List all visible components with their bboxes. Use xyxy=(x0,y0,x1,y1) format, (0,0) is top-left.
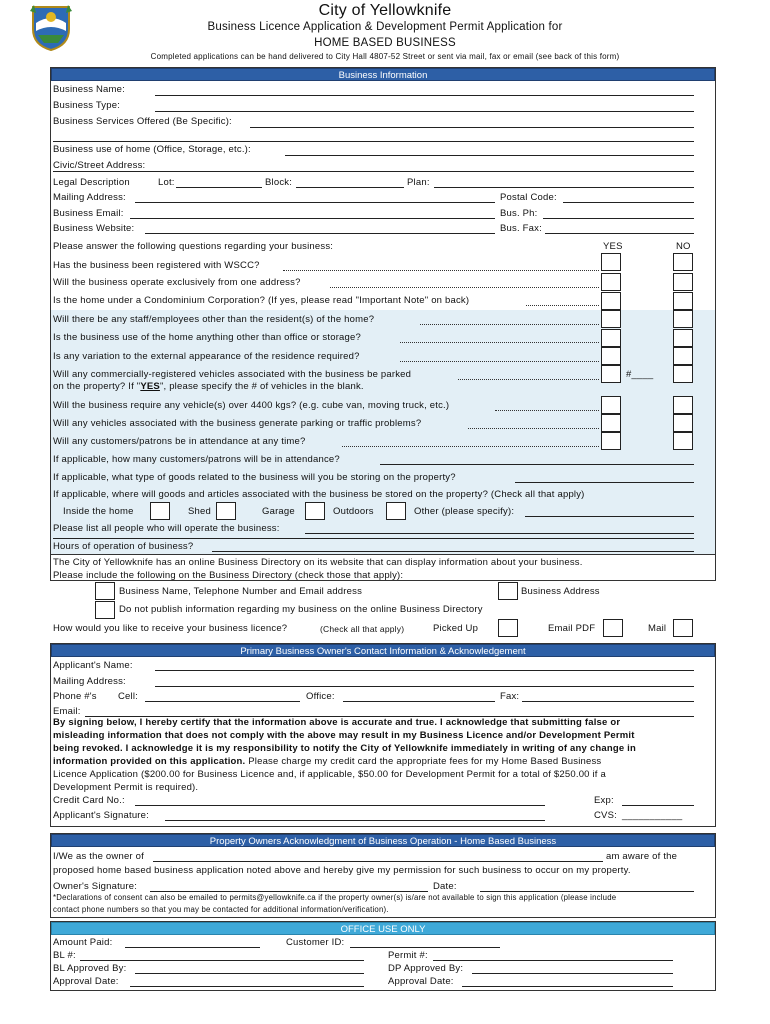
block-label: Block: xyxy=(265,177,293,188)
acknowledgement-line-3: being revoked. I acknowledge it is my responsibility to notify the City of Yellowknife immediately in writing of any change in xyxy=(53,743,636,754)
subtitle-home-based: HOME BASED BUSINESS xyxy=(314,37,456,49)
leader xyxy=(458,379,599,380)
goods-type-field[interactable] xyxy=(515,482,694,483)
picked-up-label: Picked Up xyxy=(433,623,479,634)
directory-name-phone-email-label: Business Name, Telephone Number and Email address xyxy=(119,586,363,597)
business-email-field[interactable] xyxy=(130,218,495,219)
parking-yes-checkbox[interactable] xyxy=(601,414,621,432)
civic-address-field[interactable] xyxy=(53,171,694,172)
page-title: City of Yellowknife xyxy=(318,2,452,19)
mail-checkbox[interactable] xyxy=(673,619,693,637)
business-services-field[interactable] xyxy=(250,127,694,128)
mailing-address-field[interactable] xyxy=(135,202,495,203)
staff-yes-checkbox[interactable] xyxy=(601,310,621,328)
staff-no-checkbox[interactable] xyxy=(673,310,693,328)
directory-do-not-publish-checkbox[interactable] xyxy=(95,601,115,619)
questions-intro: Please answer the following questions regarding your business: xyxy=(53,241,334,252)
operators-field[interactable] xyxy=(305,533,694,534)
condominium-yes-checkbox[interactable] xyxy=(601,292,621,310)
leader xyxy=(468,428,599,429)
mailing-address-label: Mailing Address: xyxy=(53,192,126,203)
question-external-appearance: Is any variation to the external appearance of the residence required? xyxy=(53,351,360,362)
leader xyxy=(283,270,599,271)
dp-approved-field[interactable] xyxy=(472,973,673,974)
owner-mailing-field[interactable] xyxy=(155,686,694,687)
applicant-signature-label: Applicant's Signature: xyxy=(53,810,149,821)
vehicles-text-pre: on the property? If " xyxy=(53,381,141,392)
bl-number-label: BL #: xyxy=(53,950,76,961)
acknowledgement-line-6: Development Permit is required). xyxy=(53,782,199,793)
customer-count-field[interactable] xyxy=(380,464,694,465)
property-owner-line-1: I/We as the owner of xyxy=(53,851,144,862)
vehicles-count-field[interactable]: #____ xyxy=(626,369,654,380)
bl-number-field[interactable] xyxy=(80,960,364,961)
bl-approval-date-field[interactable] xyxy=(130,986,364,987)
property-aware-label: am aware of the xyxy=(606,851,678,862)
question-vehicles-line2 xyxy=(53,382,364,392)
vehicles-no-checkbox[interactable] xyxy=(673,365,693,383)
leader xyxy=(400,342,599,343)
directory-info: The City of Yellowknife has an online Business Directory on its website that can display information about your business. xyxy=(53,557,583,568)
lot-field[interactable] xyxy=(176,187,262,188)
parking-no-checkbox[interactable] xyxy=(673,414,693,432)
heavy-vehicles-yes-checkbox[interactable] xyxy=(601,396,621,414)
business-services-label: Business Services Offered (Be Specific): xyxy=(53,116,232,127)
question-wscc: Has the business been registered with WSCC? xyxy=(53,260,260,271)
amount-paid-label: Amount Paid: xyxy=(53,937,113,948)
home-use-yes-checkbox[interactable] xyxy=(601,329,621,347)
cell-field[interactable] xyxy=(145,701,300,702)
hours-field[interactable] xyxy=(212,551,694,552)
directory-instructions: Please include the following on the Business Directory (check those that apply): xyxy=(53,570,404,581)
acknowledgement-line-2: misleading information that does not comply with the above may result in my Business Licence and/or Development Permit xyxy=(53,730,635,741)
ack-charge-text: Please charge my credit card the appropriate fees for my Home Based Business xyxy=(245,756,602,767)
consent-note-line-1: *Declarations of consent can also be emailed to permits@yellowknife.ca if the property owner(s) is/are not available to sign this application (please include xyxy=(53,893,617,902)
heavy-vehicles-no-checkbox[interactable] xyxy=(673,396,693,414)
owner-contact-heading: Primary Business Owner's Contact Information & Acknowledgement xyxy=(51,644,715,657)
customers-no-checkbox[interactable] xyxy=(673,432,693,450)
other-label: Other (please specify): xyxy=(414,506,515,517)
block-field[interactable] xyxy=(296,187,404,188)
leader xyxy=(420,324,599,325)
business-website-field[interactable] xyxy=(145,233,495,234)
property-address-field[interactable] xyxy=(153,861,603,862)
permit-number-field[interactable] xyxy=(433,960,673,961)
property-owner-line-2: proposed home based business application noted above and hereby give my permission for such business to occur on my property. xyxy=(53,865,631,876)
postal-code-label: Postal Code: xyxy=(500,192,557,203)
home-use-no-checkbox[interactable] xyxy=(673,329,693,347)
question-condominium: Is the home under a Condominium Corporation? (If yes, please read "Important Note" on back) xyxy=(53,295,470,306)
postal-code-field[interactable] xyxy=(563,202,694,203)
expiry-label: Exp: xyxy=(594,795,614,806)
question-goods-storage: If applicable, where will goods and articles associated with the business be stored on the property? (Check all that apply) xyxy=(53,489,585,500)
acknowledgement-line-4 xyxy=(53,757,601,767)
mail-label: Mail xyxy=(648,623,667,634)
dp-approval-date-label: Approval Date: xyxy=(388,976,454,987)
business-email-label: Business Email: xyxy=(53,208,124,219)
business-services-field-2[interactable] xyxy=(53,141,694,142)
bus-phone-label: Bus. Ph: xyxy=(500,208,538,219)
inside-home-label: Inside the home xyxy=(63,506,134,517)
owner-fax-label: Fax: xyxy=(500,691,520,702)
condominium-no-checkbox[interactable] xyxy=(673,292,693,310)
owner-signature-label: Owner's Signature: xyxy=(53,881,138,892)
shed-checkbox[interactable] xyxy=(216,502,236,520)
owner-date-field[interactable] xyxy=(480,891,694,892)
directory-divider xyxy=(51,554,715,555)
licence-delivery-note: (Check all that apply) xyxy=(320,624,405,634)
legal-description-label: Legal Description xyxy=(53,177,130,188)
question-customers: Will any customers/patrons be in attendance at any time? xyxy=(53,436,306,447)
email-pdf-checkbox[interactable] xyxy=(603,619,623,637)
office-use-heading: OFFICE USE ONLY xyxy=(51,922,715,935)
business-name-field[interactable] xyxy=(155,95,694,96)
directory-address-label: Business Address xyxy=(521,586,600,597)
owner-mailing-label: Mailing Address: xyxy=(53,676,126,687)
shed-label: Shed xyxy=(188,506,211,517)
directory-name-phone-email-checkbox[interactable] xyxy=(95,582,115,600)
cell-label: Cell: xyxy=(118,691,139,702)
acknowledgement-line-5: Licence Application ($200.00 for Business Licence and, if applicable, $50.00 for Development Permit for a total of $250.00 if a xyxy=(53,769,606,780)
question-hours: Hours of operation of business? xyxy=(53,541,194,552)
credit-card-field[interactable] xyxy=(135,805,545,806)
customers-yes-checkbox[interactable] xyxy=(601,432,621,450)
business-use-field[interactable] xyxy=(285,155,694,156)
applicant-name-field[interactable] xyxy=(155,670,694,671)
office-phone-label: Office: xyxy=(306,691,335,702)
bus-fax-field[interactable] xyxy=(545,233,694,234)
subtitle: Business Licence Application & Development Permit Application for xyxy=(207,21,563,33)
lot-label: Lot: xyxy=(158,177,175,188)
inside-home-checkbox[interactable] xyxy=(150,502,170,520)
question-parking-traffic: Will any vehicles associated with the business generate parking or traffic problems? xyxy=(53,418,422,429)
dp-approval-date-field[interactable] xyxy=(462,986,673,987)
no-column-header: NO xyxy=(676,241,691,252)
owner-date-label: Date: xyxy=(433,881,457,892)
garage-label: Garage xyxy=(262,506,295,517)
dp-approved-label: DP Approved By: xyxy=(388,963,464,974)
bus-phone-field[interactable] xyxy=(543,218,694,219)
owner-fax-field[interactable] xyxy=(522,701,694,702)
business-type-field[interactable] xyxy=(155,111,694,112)
directory-do-not-publish-label: Do not publish information regarding my business on the online Business Directory xyxy=(119,604,483,615)
bus-fax-label: Bus. Fax: xyxy=(500,223,542,234)
leader xyxy=(526,305,599,306)
appearance-no-checkbox[interactable] xyxy=(673,347,693,365)
question-operators: Please list all people who will operate the business: xyxy=(53,523,280,534)
business-info-heading: Business Information xyxy=(51,68,715,81)
outdoors-label: Outdoors xyxy=(333,506,374,517)
vehicles-yes-emphasis: YES xyxy=(140,381,160,392)
customer-id-label: Customer ID: xyxy=(286,937,345,948)
leader xyxy=(342,446,599,447)
question-customer-count: If applicable, how many customers/patrons will be in attendance? xyxy=(53,454,340,465)
question-heavy-vehicles: Will the business require any vehicle(s) over 4400 kgs? (e.g. cube van, moving truck, etc.) xyxy=(53,400,450,411)
other-storage-field[interactable] xyxy=(525,516,694,517)
cvs-label: CVS: xyxy=(594,810,617,821)
garage-checkbox[interactable] xyxy=(305,502,325,520)
leader xyxy=(330,287,599,288)
credit-card-label: Credit Card No.: xyxy=(53,795,125,806)
submission-note: Completed applications can be hand delivered to City Hall 4807-52 Street or sent via mail, fax or email (see back of this form) xyxy=(150,52,620,61)
civic-address-label: Civic/Street Address: xyxy=(53,160,146,171)
question-goods-type: If applicable, what type of goods related to the business will you be storing on the property? xyxy=(53,472,456,483)
owner-signature-field[interactable] xyxy=(150,891,428,892)
applicant-signature-field[interactable] xyxy=(165,820,545,821)
customer-id-field[interactable] xyxy=(350,947,500,948)
bl-approved-field[interactable] xyxy=(135,973,364,974)
business-type-label: Business Type: xyxy=(53,100,121,111)
wscc-no-checkbox[interactable] xyxy=(673,253,693,271)
vehicles-yes-checkbox[interactable] xyxy=(601,365,621,383)
plan-label: Plan: xyxy=(407,177,430,188)
appearance-yes-checkbox[interactable] xyxy=(601,347,621,365)
email-pdf-label: Email PDF xyxy=(548,623,596,634)
operators-field-2[interactable] xyxy=(53,538,694,539)
outdoors-checkbox[interactable] xyxy=(386,502,406,520)
picked-up-checkbox[interactable] xyxy=(498,619,518,637)
licence-delivery-question: How would you like to receive your business licence? xyxy=(53,623,288,634)
ack-info-bold: information provided on this application. xyxy=(53,756,246,767)
bl-approval-date-label: Approval Date: xyxy=(53,976,119,987)
one-address-yes-checkbox[interactable] xyxy=(601,273,621,291)
office-phone-field[interactable] xyxy=(343,701,495,702)
business-use-label: Business use of home (Office, Storage, etc.): xyxy=(53,144,251,155)
vehicles-text-post: ", please specify the # of vehicles in the blank. xyxy=(159,381,364,392)
bl-approved-label: BL Approved By: xyxy=(53,963,127,974)
leader xyxy=(495,410,599,411)
consent-note-line-2: contact phone numbers so that you may be contacted for additional information/verification). xyxy=(53,905,389,914)
owner-email-label: Email: xyxy=(53,706,81,717)
yes-column-header: YES xyxy=(603,241,623,252)
plan-field[interactable] xyxy=(434,187,694,188)
leader xyxy=(400,361,599,362)
wscc-yes-checkbox[interactable] xyxy=(601,253,621,271)
expiry-field[interactable] xyxy=(622,805,694,806)
property-owner-heading: Property Owners Acknowledgment of Business Operation - Home Based Business xyxy=(51,834,715,847)
amount-paid-field[interactable] xyxy=(125,947,260,948)
permit-number-label: Permit #: xyxy=(388,950,428,961)
one-address-no-checkbox[interactable] xyxy=(673,273,693,291)
question-home-use: Is the business use of the home anything other than office or storage? xyxy=(53,332,361,343)
directory-address-checkbox[interactable] xyxy=(498,582,518,600)
cvs-field[interactable]: ___________ xyxy=(622,810,683,821)
question-staff: Will there be any staff/employees other than the resident(s) of the home? xyxy=(53,314,375,325)
business-name-label: Business Name: xyxy=(53,84,125,95)
business-website-label: Business Website: xyxy=(53,223,135,234)
phones-label: Phone #'s xyxy=(53,691,97,702)
acknowledgement-line-1: By signing below, I hereby certify that the information above is accurate and true. I acknowledge that submitting false or xyxy=(53,717,621,728)
question-one-address: Will the business operate exclusively from one address? xyxy=(53,277,301,288)
question-vehicles-line1: Will any commercially-registered vehicles associated with the business be parked xyxy=(53,369,412,380)
applicant-name-label: Applicant's Name: xyxy=(53,660,133,671)
